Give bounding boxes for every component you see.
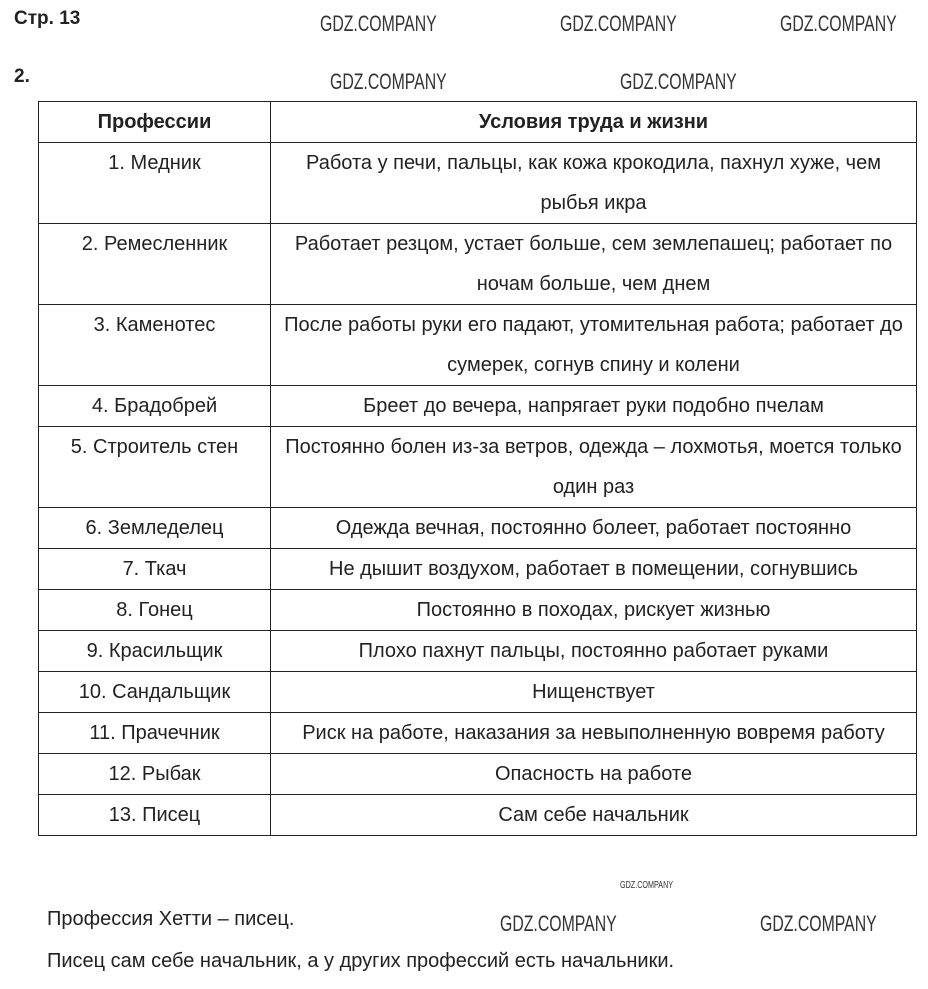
table-row (39, 427, 917, 508)
conditions-cell: Нищенствует (271, 672, 917, 713)
profession-cell: 13. Писец (39, 795, 271, 836)
page-label: Стр. 13 (14, 8, 81, 29)
profession-cell: 11. Прачечник (39, 713, 271, 754)
header-professions: Профессии (39, 102, 271, 143)
conditions-cell: Риск на работе, наказания за невыполненную вовремя работу (271, 713, 917, 754)
table-row (39, 713, 917, 754)
conditions-cell: Опасность на работе (271, 754, 917, 795)
profession-cell: 5. Строитель стен (39, 427, 271, 508)
conditions-cell: Плохо пахнут пальцы, постоянно работает руками (271, 631, 917, 672)
table-row (39, 386, 917, 427)
table-row (39, 143, 917, 224)
watermark: GDZ.COMPANY (330, 69, 447, 94)
conditions-cell: Одежда вечная, постоянно болеет, работает постоянно (271, 508, 917, 549)
watermark: GDZ.COMPANY (780, 11, 897, 36)
header-conditions: Условия труда и жизни (271, 102, 917, 143)
watermark: GDZ.COMPANY (620, 880, 674, 891)
table-row (39, 549, 917, 590)
conditions-cell: После работы руки его падают, утомительная работа; работает до сумерек, согнув спину и колени (271, 305, 917, 386)
conclusion-2: Писец сам себе начальник, а у других профессий есть начальники. (47, 950, 675, 972)
table-row (39, 590, 917, 631)
table-row (39, 795, 917, 836)
watermark: GDZ.COMPANY (760, 911, 877, 936)
conditions-cell: Постоянно болен из-за ветров, одежда – лохмотья, моется только один раз (271, 427, 917, 508)
profession-cell: 10. Сандальщик (39, 672, 271, 713)
profession-cell: 3. Каменотес (39, 305, 271, 386)
conditions-cell: Работает резцом, устает больше, сем землепашец; работает по ночам больше, чем днем (271, 224, 917, 305)
profession-cell: 12. Рыбак (39, 754, 271, 795)
conditions-cell: Постоянно в походах, рискует жизнью (271, 590, 917, 631)
table-row (39, 305, 917, 386)
table-row (39, 508, 917, 549)
watermark: GDZ.COMPANY (560, 11, 677, 36)
conditions-cell: Не дышит воздухом, работает в помещении, согнувшись (271, 549, 917, 590)
profession-cell: 7. Ткач (39, 549, 271, 590)
conditions-cell: Бреет до вечера, напрягает руки подобно пчелам (271, 386, 917, 427)
watermark: GDZ.COMPANY (620, 69, 737, 94)
profession-cell: 9. Красильщик (39, 631, 271, 672)
profession-cell: 6. Земледелец (39, 508, 271, 549)
table-row (39, 672, 917, 713)
task-number: 2. (14, 66, 30, 87)
table-row (39, 224, 917, 305)
conditions-cell: Работа у печи, пальцы, как кожа крокодила, пахнул хуже, чем рыбья икра (271, 143, 917, 224)
watermark: GDZ.COMPANY (500, 911, 617, 936)
profession-cell: 2. Ремесленник (39, 224, 271, 305)
table-row (39, 754, 917, 795)
watermark: GDZ.COMPANY (320, 11, 437, 36)
conclusion-1: Профессия Хетти – писец. (47, 908, 295, 930)
profession-cell: 8. Гонец (39, 590, 271, 631)
conditions-cell: Сам себе начальник (271, 795, 917, 836)
table-row (39, 631, 917, 672)
profession-cell: 1. Медник (39, 143, 271, 224)
professions-table (38, 101, 917, 836)
profession-cell: 4. Брадобрей (39, 386, 271, 427)
